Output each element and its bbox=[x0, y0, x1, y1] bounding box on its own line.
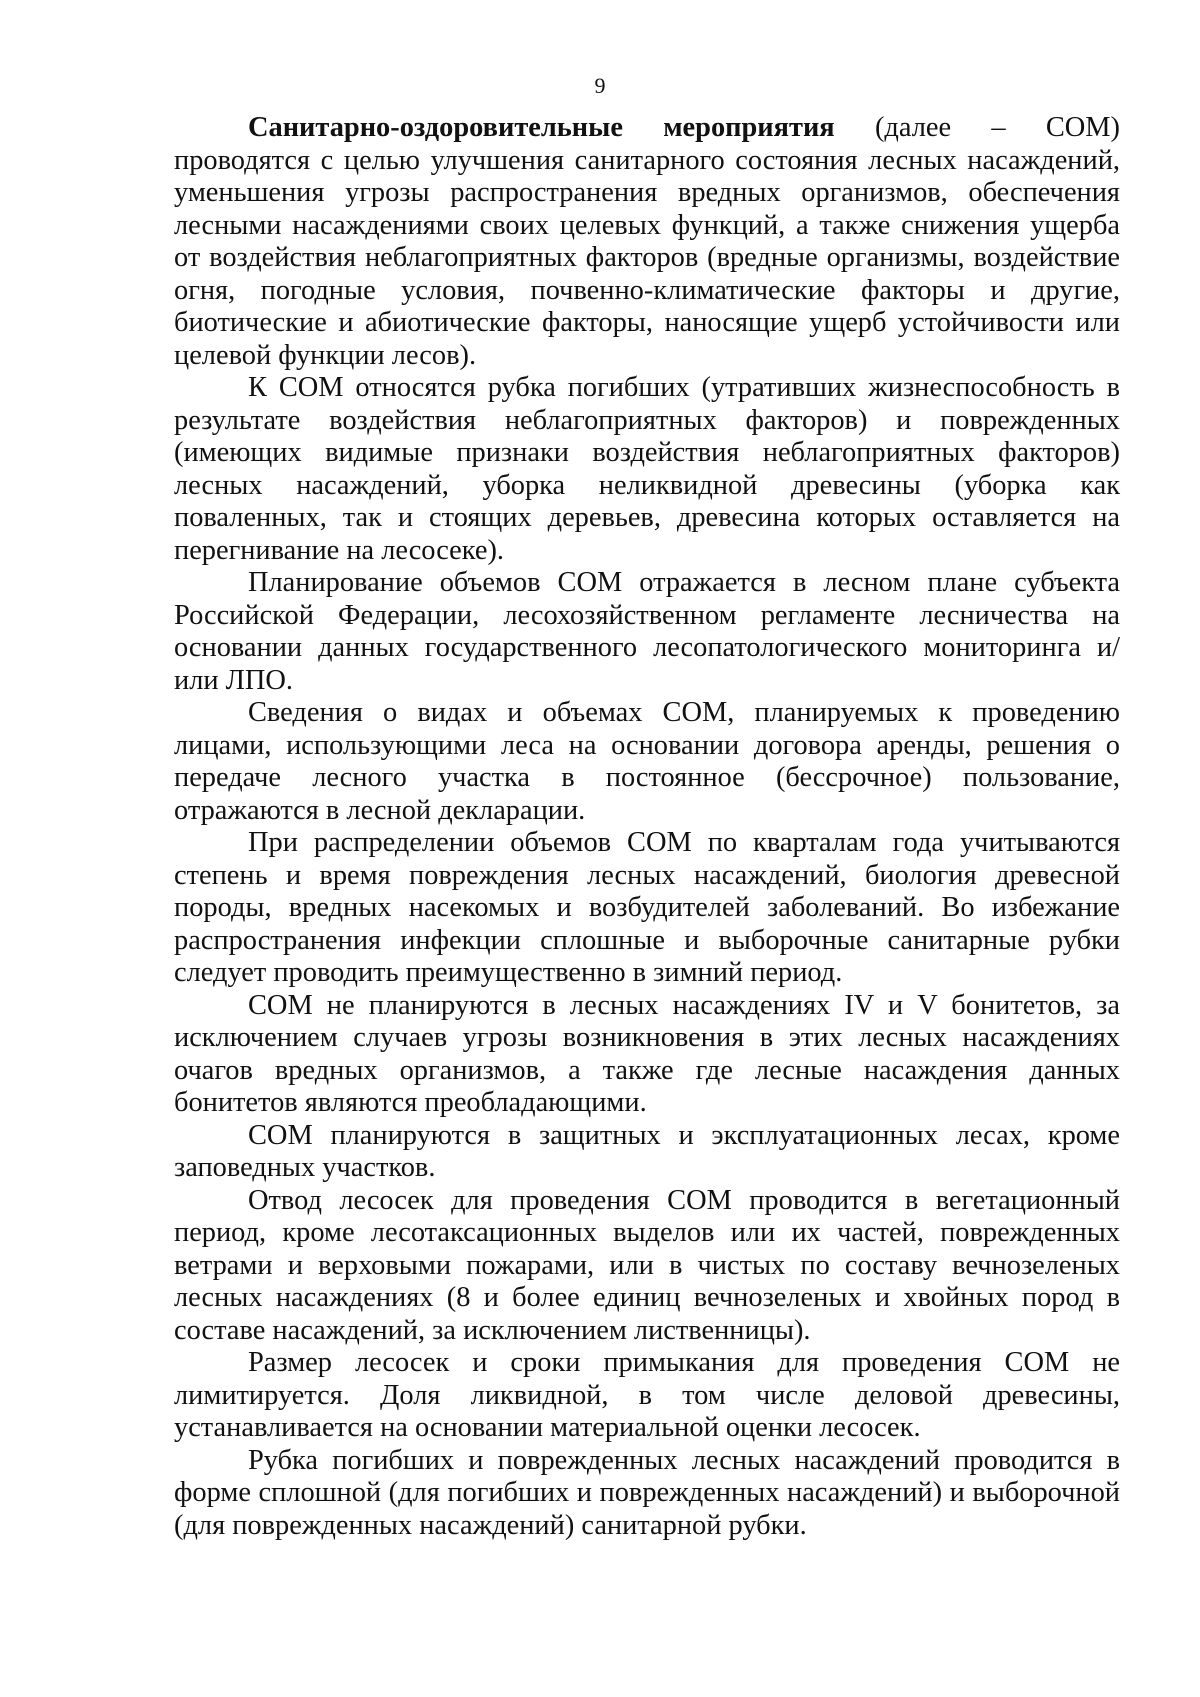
paragraph-som-definition bbox=[174, 112, 1120, 372]
paragraph-som-forest-types: СОМ планируются в защитных и эксплуатационных лесах, кроме заповедных участков. bbox=[174, 1119, 1120, 1183]
paragraph-lead-term: Санитарно-оздоровительные мероприятия bbox=[248, 112, 835, 143]
paragraph-som-planning: Планирование объемов СОМ отражается в лесном плане субъекта Российской Федерации, лесохозяйственном регламенте лесничества на основании данных государственного лесопатологического мониторинга и/или ЛПО. bbox=[174, 567, 1120, 696]
page-number: 9 bbox=[594, 73, 606, 98]
paragraph-som-allotment: Отвод лесосек для проведения СОМ проводится в вегетационный период, кроме лесотаксационных выделов или их частей, поврежденных ветрами и верховыми пожарами, или в чистых по составу вечнозеленых лесных насаждениях (8 и более единиц вечнозеленых и хвойных пород в составе насаждений, за исключением лиственницы). bbox=[174, 1184, 1120, 1346]
paragraph-som-felling-form: Рубка погибших и поврежденных лесных насаждений проводится в форме сплошной (для погибших и поврежденных насаждений) и выборочной (для поврежденных насаждений) санитарной рубки. bbox=[174, 1444, 1120, 1541]
paragraph-som-quarterly-distribution: При распределении объемов СОМ по кварталам года учитываются степень и время повреждения лесных насаждений, биология древесной породы, вредных насекомых и возбудителей заболеваний. Во избежание распространения инфекции сплошные и выборочные санитарные рубки следует проводить преимущественно в зимний период. bbox=[174, 827, 1120, 988]
paragraph-som-bonitet-exclusion: СОМ не планируются в лесных насаждениях IV и V бонитетов, за исключением случаев угрозы возникновения в этих лесных насаждениях очагов вредных организмов, а также где лесные насаждения данных бонитетов являются преобладающими. bbox=[174, 989, 1120, 1118]
paragraph-som-cutting-area-size: Размер лесосек и сроки примыкания для проведения СОМ не лимитируется. Доля ликвидной, в том числе деловой древесины, устанавливается на основании материальной оценки лесосек. bbox=[174, 1347, 1120, 1443]
paragraph-som-declaration: Сведения о видах и объемах СОМ, планируемых к проведению лицами, использующими леса на основании договора аренды, решения о передаче лесного участка в постоянное (бессрочное) пользование, отражаются в лесной декларации. bbox=[174, 697, 1120, 826]
paragraph-text: (далее – СОМ) проводятся с целью улучшения санитарного состояния лесных насаждений, уменьшения угрозы распространения вредных организмов, обеспечения лесными насаждениями своих целевых функций, а также снижения ущерба от воздействия неблагоприятных факторов (вредные организмы, воздействие огня, погодные условия, почвенно-климатические факторы и другие, биотические и абиотические факторы, наносящие ущерб устойчивости или целевой функции лесов). bbox=[174, 112, 1120, 371]
document-body bbox=[174, 112, 1120, 1542]
paragraph-som-scope: К СОМ относятся рубка погибших (утративших жизнеспособность в результате воздействия неблагоприятных факторов) и поврежденных (имеющих видимые признаки воздействия неблагоприятных факторов) лесных насаждений, уборка неликвидной древесины (уборка как поваленных, так и стоящих деревьев, древесина которых оставляется на перегнивание на лесосеке). bbox=[174, 372, 1120, 566]
